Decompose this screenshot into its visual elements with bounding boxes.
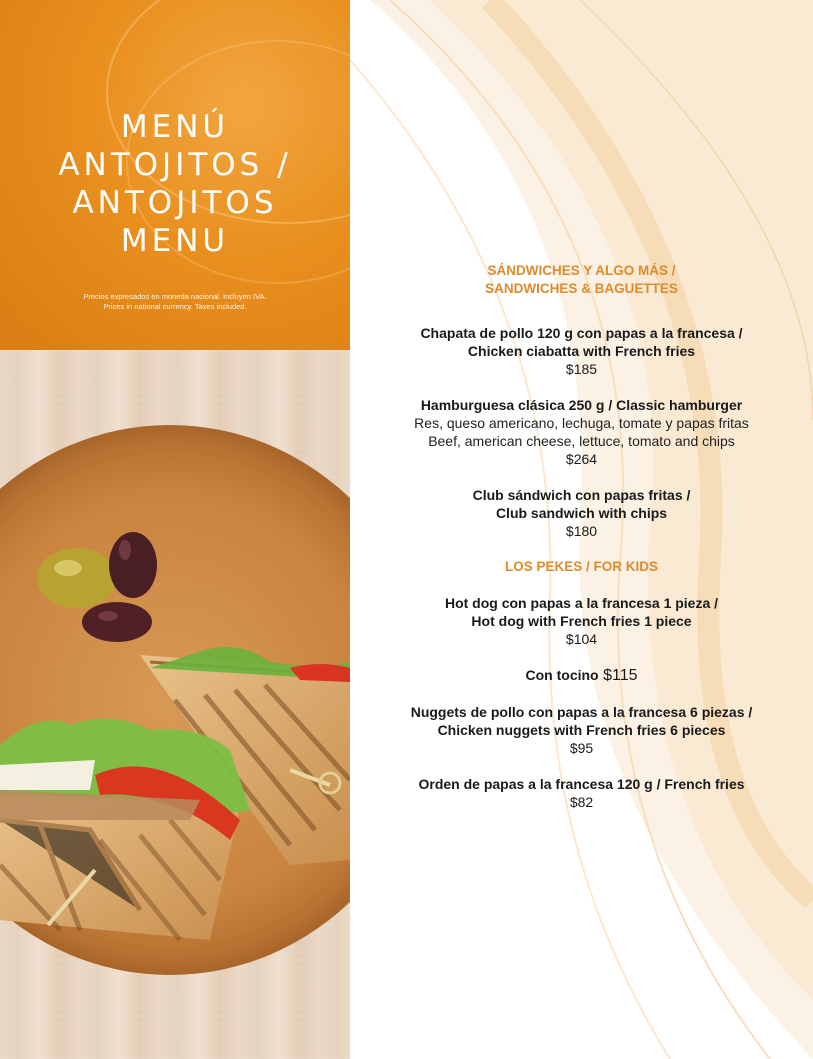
menu-item	[350, 666, 813, 685]
section-sandwiches	[350, 262, 813, 540]
item-price: $180	[565, 523, 598, 539]
item-price: $264	[565, 451, 598, 467]
section-kids	[350, 558, 813, 811]
item-price: $95	[569, 740, 594, 756]
notice-line: Precios expresados en moneda nacional. Incluyen IVA.	[83, 292, 267, 301]
title-line: ANTOJITOS /	[58, 147, 292, 183]
dark-olive	[82, 602, 152, 642]
sandwich-illustration	[0, 350, 350, 1059]
menu-item	[350, 324, 813, 378]
item-name: Chicken ciabatta with French fries	[467, 343, 696, 359]
item-name: Chapata de pollo 120 g con papas a la francesa /	[420, 325, 743, 341]
green-olive	[37, 548, 117, 608]
section-heading: LOS PEKES / FOR KIDS	[504, 559, 659, 574]
item-description: Beef, american cheese, lettuce, tomato and chips	[428, 433, 735, 449]
item-name: Con tocino	[525, 667, 599, 683]
sandwich-photo	[0, 350, 350, 1059]
item-price: $82	[569, 794, 594, 810]
title-line: MENÚ	[120, 109, 230, 145]
menu-item	[350, 775, 813, 811]
dark-olive	[109, 532, 157, 598]
section-heading: SÁNDWICHES Y ALGO MÁS / SANDWICHES & BAGUETTES	[485, 263, 678, 296]
title-block	[0, 0, 350, 350]
item-description: Res, queso americano, lechuga, tomate y papas fritas	[414, 415, 749, 431]
item-name: Hot dog with French fries 1 piece	[471, 613, 692, 629]
item-name: Hamburguesa clásica 250 g / Classic hamburger	[420, 397, 743, 413]
title-line: MENU	[120, 223, 230, 259]
item-name: Club sandwich with chips	[495, 505, 668, 521]
item-name: Nuggets de pollo con papas a la francesa 6 piezas /	[410, 704, 753, 720]
menu-item	[350, 703, 813, 757]
item-name: Club sándwich con papas fritas /	[472, 487, 691, 503]
left-panel	[0, 0, 350, 1059]
item-price: $185	[565, 361, 598, 377]
item-name: Chicken nuggets with French fries 6 pieces	[437, 722, 726, 738]
menu-item	[350, 396, 813, 468]
notice-line: Prices in national currency. Taxes included.	[103, 302, 247, 311]
price-notice	[0, 292, 350, 312]
item-price: $115	[603, 667, 638, 684]
item-name: Orden de papas a la francesa 120 g / French fries	[418, 776, 745, 792]
item-name: Hot dog con papas a la francesa 1 pieza /	[444, 595, 719, 611]
menu-item	[350, 486, 813, 540]
title-line: ANTOJITOS	[72, 185, 278, 221]
menu-content	[350, 262, 813, 811]
menu-item	[350, 594, 813, 648]
menu-title	[0, 108, 350, 260]
item-price: $104	[565, 631, 598, 647]
